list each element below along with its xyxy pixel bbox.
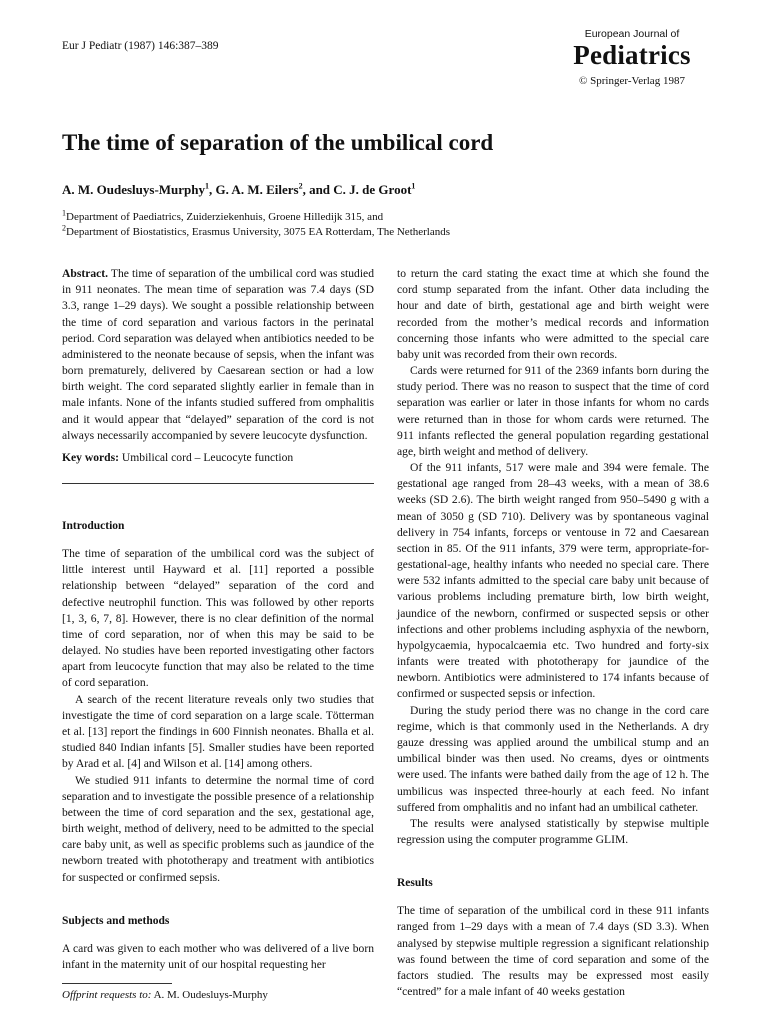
intro-paragraph-3: We studied 911 infants to determine the normal time of cord separation and to investigate the possible presence of a relationship between the time of cord separation and the sex, gestational age, birth weight, method of delivery, need to be admitted to the special care baby unit, as well as specific problems such as jaundice of the newborn treated with phototherapy and treatment with antibiotics for suspected or confirmed sepsis. (62, 773, 374, 884)
affiliation-text: Department of Paediatrics, Zuiderziekenhuis, Groene Hilledijk 315, and (66, 211, 384, 223)
affiliation-1 (62, 210, 450, 225)
journal-prefix: European Journal of (584, 28, 680, 40)
offprint-name: A. M. Oudesluys-Murphy (151, 989, 268, 1002)
keywords-text: Umbilical cord – Leucocyte function (119, 450, 294, 464)
abstract-label: Abstract. (62, 267, 109, 280)
section-heading-results: Results (397, 877, 433, 890)
methods-paragraph-1: A card was given to each mother who was delivered of a live born infant in the maternity unit of our hospital requesting her (62, 941, 374, 971)
offprint-footnote (62, 988, 374, 1003)
abstract-divider (62, 483, 374, 484)
journal-masthead (552, 28, 712, 87)
affiliations (62, 210, 450, 241)
copyright-notice: © Springer-Verlag 1987 (579, 75, 685, 87)
author-separator: , and (302, 182, 334, 197)
author-2-affiliation-mark: 2 (298, 181, 303, 191)
offprint-label: Offprint requests to: (62, 989, 152, 1002)
keywords-label: Key words: (62, 450, 119, 464)
author-3: C. J. de Groot (333, 182, 412, 197)
author-list (62, 182, 415, 198)
section-heading-methods: Subjects and methods (62, 914, 170, 927)
intro-paragraph-1: The time of separation of the umbilical cord was the subject of little interest until Hayward et al. [11] reported a possible relationship between “delayed” separation of the cord and defective neutrophil function. This was followed by other reports [1, 3, 6, 7, 8]. However, there is no clear definition of the normal time of cord separation, nor of when this may be said to be delayed. No studies have been reported investigating other factors apart from leucocyte function that may also be related to the time of cord separation. (62, 547, 374, 690)
methods-paragraph-4: During the study period there was no change in the cord care regime, which is that commonly used in the Netherlands. A dry gauze dressing was applied around the umbilical stump and an umbilical binder was then used. No creams, dyes or ointments were used. The infants were bathed daily from the age of 12 h. The umbilicus was inspected three-hourly at each feed. No infant suffered from omphalitis and no infant had an umbilical catheter. (397, 703, 709, 814)
methods-paragraph-2: Cards were returned for 911 of the 2369 infants born during the study period. There was no reason to suspect that the time of cord separation was earlier or later in those infants for whom no cards were returned than in those for whom cards were returned. The 911 infants reflected the general population regarding gestational age, birth weight and method of delivery. (397, 364, 709, 458)
author-1-affiliation-mark: 1 (205, 181, 210, 191)
methods-paragraph-1-continued: to return the card stating the exact time at which she found the cord stump separated from the infant. Other data including the hour and date of birth, gestational age and birth weight were recorded from the mother’s medical records and information concerning those infants who were admitted to the special care baby unit was recorded from their own records. (397, 267, 709, 361)
author-1: A. M. Oudesluys-Murphy (62, 182, 206, 197)
affiliation-mark: 1 (62, 208, 66, 218)
footnote-divider (62, 983, 172, 984)
author-2: G. A. M. Eilers (215, 182, 299, 197)
section-heading-introduction: Introduction (62, 520, 125, 533)
affiliation-mark: 2 (62, 223, 66, 233)
intro-paragraph-2: A search of the recent literature reveals only two studies that investigate the time of cord separation on a large scale. Tötterman et al. [13] report the findings in 600 Finnish neonates. Bhalla et al. studied 840 Indian infants [5]. Smaller studies have been reported by Arad et al. [4] and Wilson et al. [14] among others. (62, 692, 374, 771)
abstract-text: The time of separation of the umbilical cord was studied in 911 neonates. The mean time of separation was 7.4 days (SD 3.3, range 1–29 days). We sought a possible relationship between the time of cord separation and various factors in the perinatal period. Cord separation was delayed when antibiotics needed to be administered to the neonate because of sepsis, when the infant was born prematurely, delivered by Caesarean section or had a low birth weight. The cord separated slightly earlier in female than in male infants. None of the infants studied suffered from omphalitis and it would appear that “delayed” separation of the cord is not always necessarily accompanied by severe leucocyte dysfunction. (62, 267, 374, 442)
methods-paragraph-5: The results were analysed statistically by stepwise multiple regression using the computer programme GLIM. (397, 816, 709, 847)
affiliation-2 (62, 225, 450, 240)
methods-paragraph-3: Of the 911 infants, 517 were male and 394 were female. The gestational age ranged from 28–43 weeks, with a mean of 38.6 weeks (SD 2.6). The birth weight ranged from 950–5490 g with a mean of 3050 g (SD 710). Delivery was by spontaneous vaginal delivery in 754 infants, forceps or ventouse in 72 and Caesarean section in 85. Of the 911 infants, 379 were term, appropriate-for-gestational-age, healthy infants who needed no special care. There were 532 infants admitted to the special care baby unit because of various problems including premature birth, low birth weight, jaundice of the newborn, confirmed or suspected sepsis or other infections and other problems including asphyxia of the newborn, hypolgycaemia, hypocalcaemia etc. Two hundred and forty-six infants were treated with phototherapy for jaundice of the newborn. Antibiotics were administered to 174 infants because of confirmed or suspected sepsis or infection. (397, 461, 709, 701)
author-3-affiliation-mark: 1 (411, 181, 416, 191)
article-title: The time of separation of the umbilical cord (62, 130, 494, 155)
author-separator: , (209, 182, 216, 197)
journal-name: Pediatrics (573, 40, 691, 70)
journal-citation: Eur J Pediatr (1987) 146:387–389 (62, 40, 219, 52)
left-column (62, 266, 374, 1003)
affiliation-text: Department of Biostatistics, Erasmus University, 3075 EA Rotterdam, The Netherlands (66, 226, 451, 239)
keywords (62, 450, 374, 466)
right-column (397, 266, 709, 1000)
results-paragraph-1: The time of separation of the umbilical cord in these 911 infants ranged from 1–29 days with a mean of 7.4 days (SD 3.3). When analysed by stepwise multiple regression a significant relationship was found between the time of cord separation and some of the factors studied. The results may be expressed most easily “centred” for a male infant of 40 weeks gestation (397, 904, 709, 999)
abstract (62, 266, 374, 444)
